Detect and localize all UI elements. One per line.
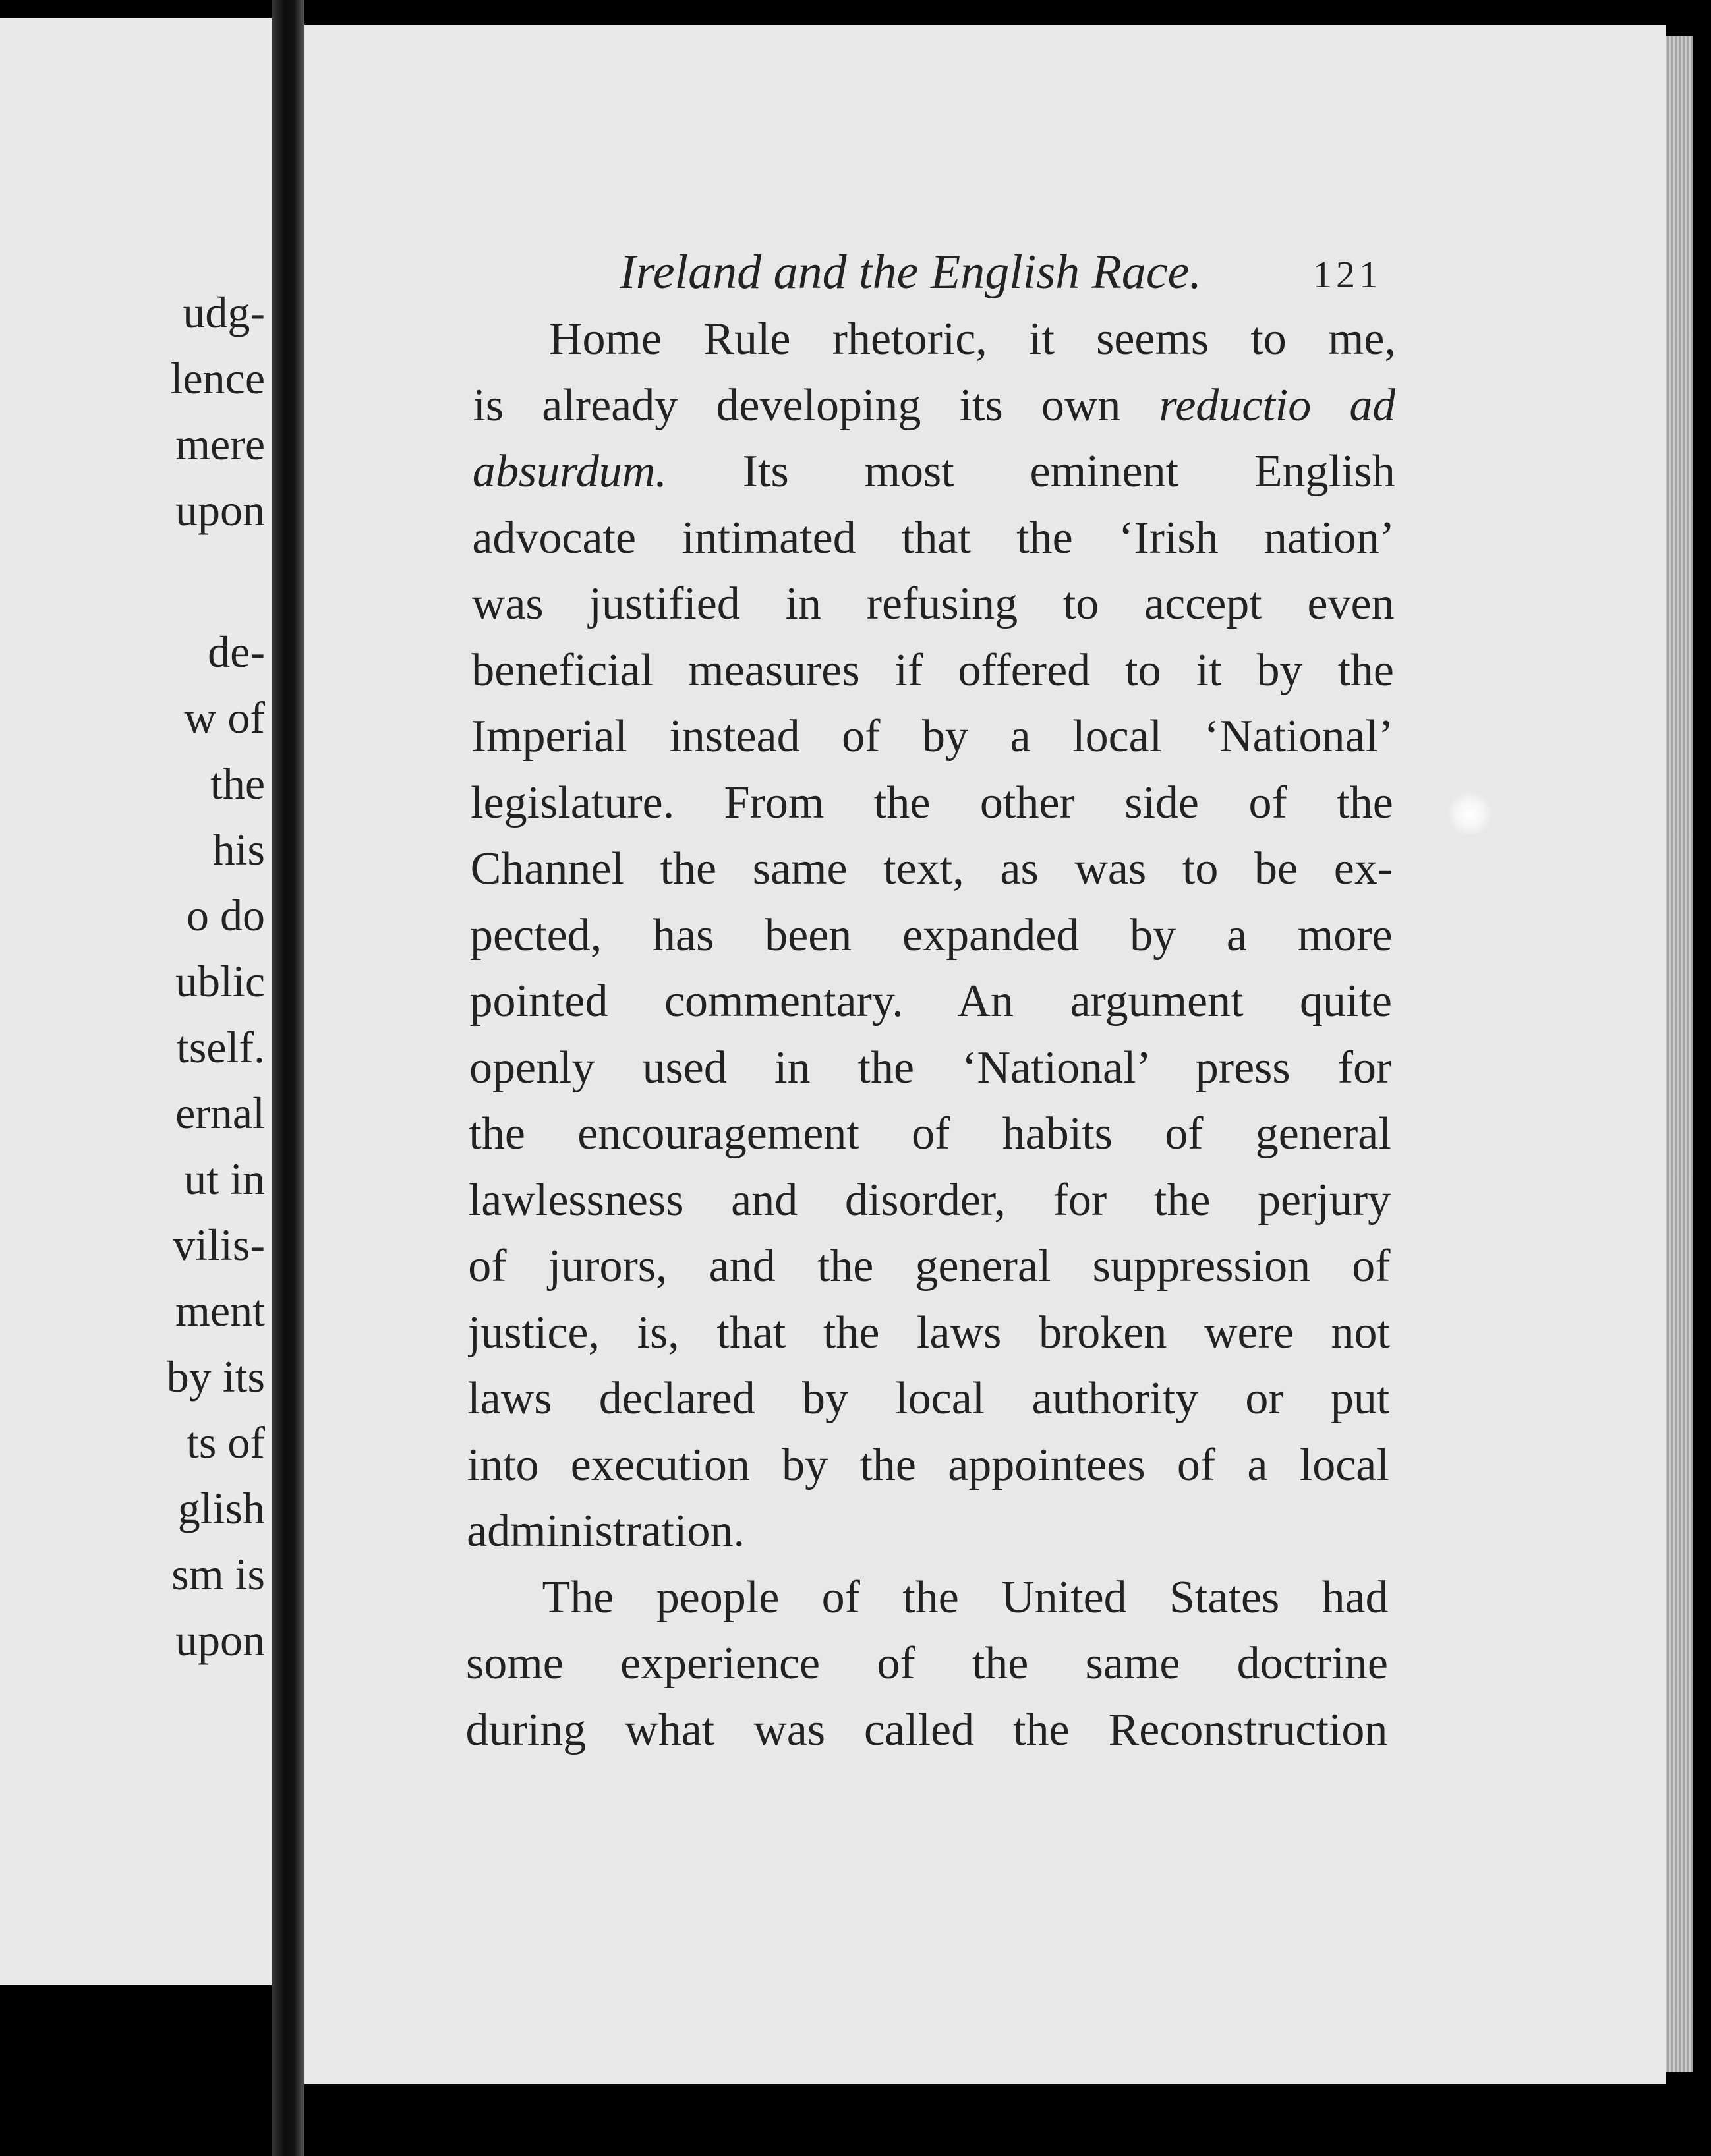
left-page-line-fragment: by its	[166, 1351, 265, 1402]
text-line	[304, 1300, 1666, 1366]
left-page-line-fragment: tself.	[176, 1022, 265, 1072]
text-segment: pected, has been expanded by a more	[470, 909, 1393, 961]
text-segment: Imperial instead of by a local ‘National’	[471, 711, 1394, 762]
text-line	[304, 1697, 1666, 1763]
left-page-line-fragment: glish	[177, 1483, 265, 1533]
left-page-line-fragment: lence	[170, 353, 265, 403]
text-line	[304, 903, 1666, 969]
text-segment: Channel the same text, as was to be ex-	[470, 843, 1393, 894]
text-line	[304, 836, 1666, 902]
left-page-line-fragment: de-	[208, 627, 265, 677]
text-segment: Home Rule rhetoric, it seems to me,	[549, 314, 1396, 364]
text-line	[304, 638, 1666, 704]
right-page	[304, 25, 1666, 2084]
left-page-line-fragment: the	[210, 758, 265, 808]
text-line	[304, 1234, 1666, 1299]
text-line	[304, 1498, 1666, 1564]
left-page-line-fragment: upon	[175, 1615, 265, 1665]
text-segment: some experience of the same doctrine	[466, 1638, 1388, 1689]
text-segment: into execution by the appointees of a local	[467, 1439, 1389, 1490]
left-page-line-fragment: his	[212, 824, 265, 874]
left-page-line-fragment: w of	[184, 693, 265, 743]
text-segment: The people of the United States had	[542, 1572, 1389, 1623]
left-page-line-fragment: mere	[175, 419, 265, 469]
text-line	[304, 373, 1666, 439]
left-page-line-fragment: o do	[187, 890, 265, 940]
left-page-line-fragment: ment	[175, 1286, 265, 1336]
text-line	[304, 704, 1666, 770]
text-line	[304, 439, 1666, 505]
text-line	[304, 505, 1666, 571]
text-segment: openly used in the ‘National’ press for	[469, 1042, 1392, 1093]
left-page	[0, 18, 272, 1985]
text-line	[304, 969, 1666, 1035]
text-line	[304, 1565, 1666, 1631]
text-segment: laws declared by local authority or put	[467, 1373, 1390, 1424]
scan-speck	[1447, 791, 1493, 837]
left-page-line-fragment: ut in	[184, 1154, 265, 1204]
text-segment: is already developing its own	[473, 380, 1159, 431]
italic-phrase: absurdum.	[472, 446, 667, 497]
text-line	[304, 1101, 1666, 1167]
italic-phrase: reductio ad	[1159, 380, 1396, 431]
text-segment: justice, is, that the laws broken were not	[467, 1307, 1390, 1358]
text-segment: was justified in refusing to accept even	[471, 579, 1395, 629]
text-line	[304, 1631, 1666, 1697]
left-page-line-fragment: ublic	[175, 956, 265, 1006]
running-head	[304, 242, 1616, 302]
text-line	[304, 1035, 1666, 1101]
text-line	[304, 1366, 1666, 1432]
left-page-line-fragment: udg-	[183, 287, 265, 337]
running-head-title: Ireland and the English Race.	[620, 245, 1202, 299]
text-segment: advocate intimated that the ‘Irish nation’	[472, 512, 1395, 563]
text-segment: administration.	[467, 1506, 745, 1556]
text-segment: of jurors, and the general suppression of	[468, 1241, 1391, 1291]
text-line	[304, 1168, 1666, 1234]
text-segment: the encouragement of habits of general	[469, 1108, 1391, 1159]
left-page-line-fragment: upon	[175, 485, 265, 535]
text-segment: lawlessness and disorder, for the perjury	[468, 1174, 1391, 1226]
page-edges	[1666, 36, 1693, 2072]
left-page-line-fragment: ernal	[175, 1088, 265, 1138]
left-page-line-fragment: sm is	[171, 1549, 265, 1599]
text-segment: Its most eminent English	[666, 446, 1395, 497]
text-segment: legislature. From the other side of the	[471, 777, 1393, 828]
book-gutter	[272, 0, 304, 2156]
left-page-line-fragment: vilis-	[173, 1220, 265, 1270]
left-page-line-fragment: ts of	[187, 1417, 265, 1467]
text-segment: pointed commentary. An argument quite	[469, 976, 1392, 1027]
text-segment: during what was called the Reconstruction	[465, 1704, 1388, 1755]
text-line	[304, 571, 1666, 637]
text-line	[304, 1433, 1666, 1498]
page-number: 121	[1313, 253, 1382, 296]
text-segment: beneficial measures if offered to it by the	[471, 644, 1394, 696]
text-line	[304, 306, 1666, 372]
